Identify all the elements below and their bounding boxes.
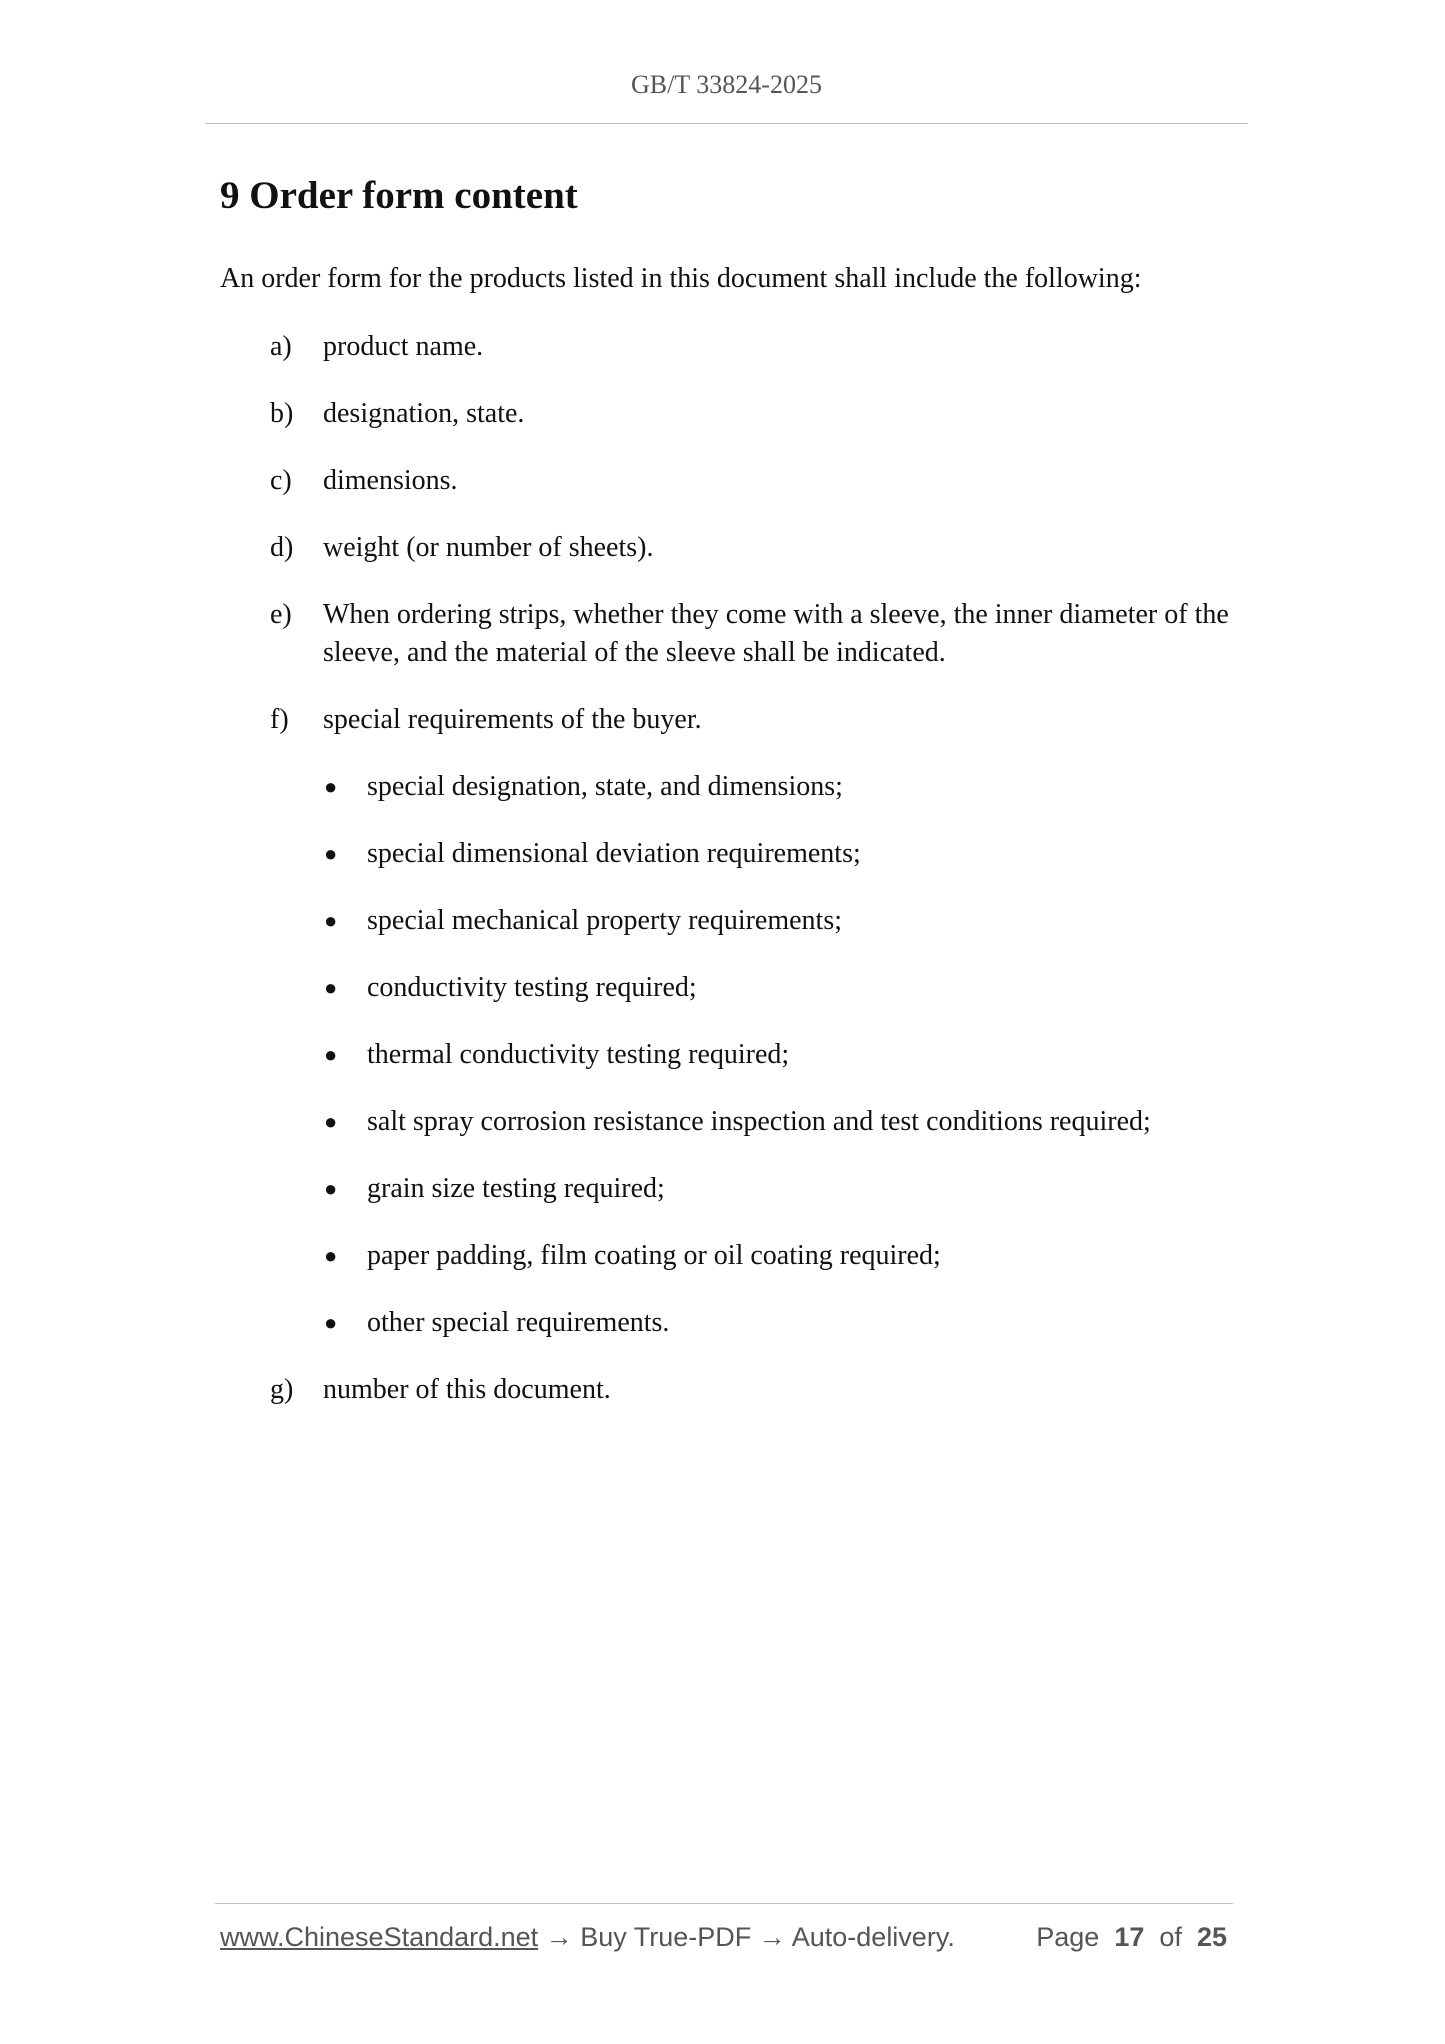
bullet-icon: ●	[324, 908, 338, 933]
bullet-item-text: conductivity testing required;	[367, 972, 697, 1003]
list-item-text: weight (or number of sheets).	[323, 532, 654, 563]
page-number	[1036, 1922, 1227, 1953]
bullet-item-text: special designation, state, and dimensions;	[367, 771, 843, 802]
bullet-item-text: salt spray corrosion resistance inspection and test conditions required;	[367, 1106, 1151, 1137]
list-item-text: special requirements of the buyer.	[323, 704, 702, 735]
bullet-icon: ●	[324, 841, 338, 866]
list-item-text: product name.	[323, 331, 484, 362]
page-footer	[220, 1922, 1230, 1962]
footer-divider	[215, 1903, 1233, 1904]
bullet-item	[321, 768, 1240, 806]
bullet-icon: ●	[324, 1243, 338, 1268]
list-item	[220, 462, 1240, 500]
bullet-icon: ●	[324, 1310, 338, 1335]
order-form-list	[220, 328, 1240, 1438]
list-marker: c)	[270, 465, 292, 496]
list-item-text: When ordering strips, whether they come with a sleeve, the inner diameter of the sleeve, and the material of the sleeve shall be indicated.	[323, 599, 1229, 668]
list-marker: a)	[270, 331, 292, 362]
bullet-item	[321, 1036, 1240, 1074]
bullet-item-text: thermal conductivity testing required;	[367, 1039, 790, 1070]
list-item	[220, 529, 1240, 567]
bullet-icon: ●	[324, 774, 338, 799]
section-intro: An order form for the products listed in this document shall include the following:	[220, 263, 1142, 294]
bullet-item-text: grain size testing required;	[367, 1173, 665, 1204]
list-item-text: designation, state.	[323, 398, 525, 429]
bullet-item-text: special dimensional deviation requirements;	[367, 838, 861, 869]
list-marker: g)	[270, 1374, 294, 1405]
bullet-icon: ●	[324, 1109, 338, 1134]
bullet-item	[321, 902, 1240, 940]
list-item-text: dimensions.	[323, 465, 458, 496]
bullet-item-text: paper padding, film coating or oil coating required;	[367, 1240, 941, 1271]
page-content	[220, 168, 1240, 1405]
bullet-item	[321, 1304, 1240, 1342]
bullet-icon: ●	[324, 975, 338, 1000]
bullet-icon: ●	[324, 1042, 338, 1067]
bullet-item	[321, 969, 1240, 1007]
bullet-item-text: other special requirements.	[367, 1307, 670, 1338]
bullet-item	[321, 1103, 1240, 1141]
bullet-item	[321, 835, 1240, 873]
bullet-icon: ●	[324, 1176, 338, 1201]
special-requirements-list	[323, 768, 1240, 1342]
list-item	[220, 701, 1240, 1342]
bullet-item	[321, 1237, 1240, 1275]
bullet-item	[321, 1170, 1240, 1208]
list-item-text: number of this document.	[323, 1374, 611, 1405]
list-item	[220, 1371, 1240, 1409]
page-of: of	[1159, 1922, 1182, 1952]
list-item	[220, 328, 1240, 366]
bullet-item-text: special mechanical property requirements;	[367, 905, 843, 936]
page-label: Page	[1036, 1922, 1100, 1952]
list-marker: e)	[270, 599, 292, 630]
page-current: 17	[1114, 1922, 1145, 1952]
page-header: GB/T 33824-2025	[631, 70, 822, 99]
section-title: 9 Order form content	[220, 174, 578, 217]
footer-promo	[220, 1922, 955, 1953]
list-marker: d)	[270, 532, 294, 563]
page-total: 25	[1196, 1922, 1227, 1952]
header-divider	[205, 123, 1248, 124]
promo-text: → Buy True-PDF → Auto-delivery.	[538, 1922, 955, 1952]
list-marker: f)	[270, 704, 289, 735]
list-marker: b)	[270, 398, 294, 429]
list-item	[220, 596, 1240, 672]
list-item	[220, 395, 1240, 433]
site-link[interactable]: www.ChineseStandard.net	[220, 1922, 539, 1952]
